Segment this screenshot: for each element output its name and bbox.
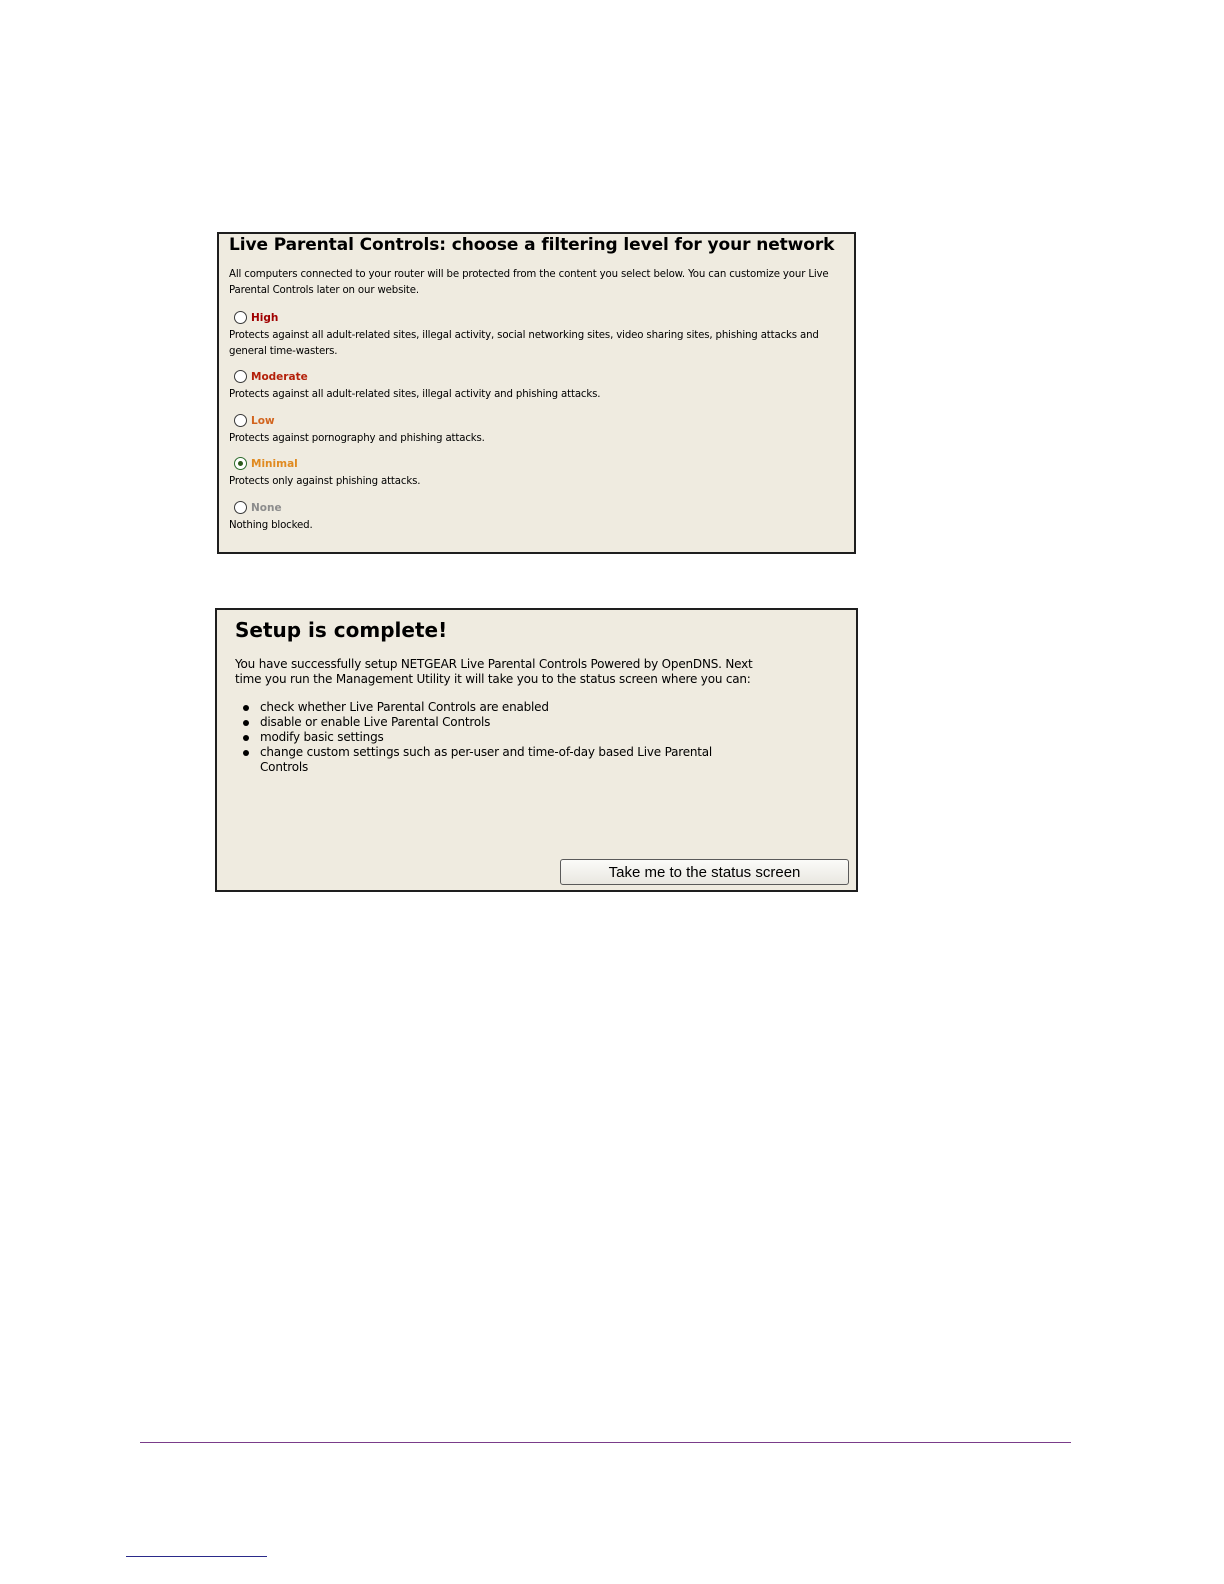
option-minimal-description: Protects only against phishing attacks. (229, 476, 421, 487)
footer-link-underline[interactable] (126, 1556, 267, 1557)
list-item: check whether Live Parental Controls are enabled (235, 700, 715, 715)
bullet-icon (243, 750, 249, 756)
list-item: change custom settings such as per-user and time-of-day based Live Parental Controls (235, 745, 715, 775)
setup-title: Setup is complete! (235, 618, 448, 642)
option-minimal-label[interactable]: Minimal (251, 458, 298, 470)
radio-minimal[interactable] (234, 457, 247, 470)
filtering-level-panel (217, 232, 856, 554)
option-high[interactable] (229, 310, 849, 360)
option-high-label[interactable]: High (251, 312, 279, 324)
option-moderate[interactable] (229, 369, 849, 403)
option-moderate-label[interactable]: Moderate (251, 371, 308, 383)
setup-feature-list (235, 700, 715, 775)
filtering-intro: All computers connected to your router will be protected from the content you select below. You can customize your Live Parental Controls later on our website. (229, 269, 829, 296)
status-screen-button[interactable]: Take me to the status screen (560, 859, 849, 885)
setup-complete-panel (215, 608, 858, 892)
option-moderate-description: Protects against all adult-related sites, illegal activity and phishing attacks. (229, 389, 601, 400)
radio-moderate[interactable] (234, 370, 247, 383)
footer-divider (140, 1442, 1071, 1443)
radio-none[interactable] (234, 501, 247, 514)
option-high-description: Protects against all adult-related sites, illegal activity, social networking sites, video sharing sites, phishing attacks and general time-wasters. (229, 330, 819, 357)
option-none[interactable] (229, 500, 849, 534)
radio-high[interactable] (234, 311, 247, 324)
list-item: modify basic settings (235, 730, 715, 745)
option-none-description: Nothing blocked. (229, 520, 313, 531)
bullet-icon (243, 735, 249, 741)
option-none-label[interactable]: None (251, 502, 282, 514)
option-low-label[interactable]: Low (251, 415, 275, 427)
radio-low[interactable] (234, 414, 247, 427)
bullet-icon (243, 705, 249, 711)
list-item: disable or enable Live Parental Controls (235, 715, 715, 730)
filtering-title: Live Parental Controls: choose a filtering level for your network (229, 235, 835, 255)
option-minimal[interactable] (229, 456, 849, 490)
setup-intro: You have successfully setup NETGEAR Live Parental Controls Powered by OpenDNS. Next time you run the Management Utility it will take you to the status screen where you can: (235, 657, 753, 686)
bullet-icon (243, 720, 249, 726)
option-low-description: Protects against pornography and phishing attacks. (229, 433, 485, 444)
option-low[interactable] (229, 413, 849, 447)
